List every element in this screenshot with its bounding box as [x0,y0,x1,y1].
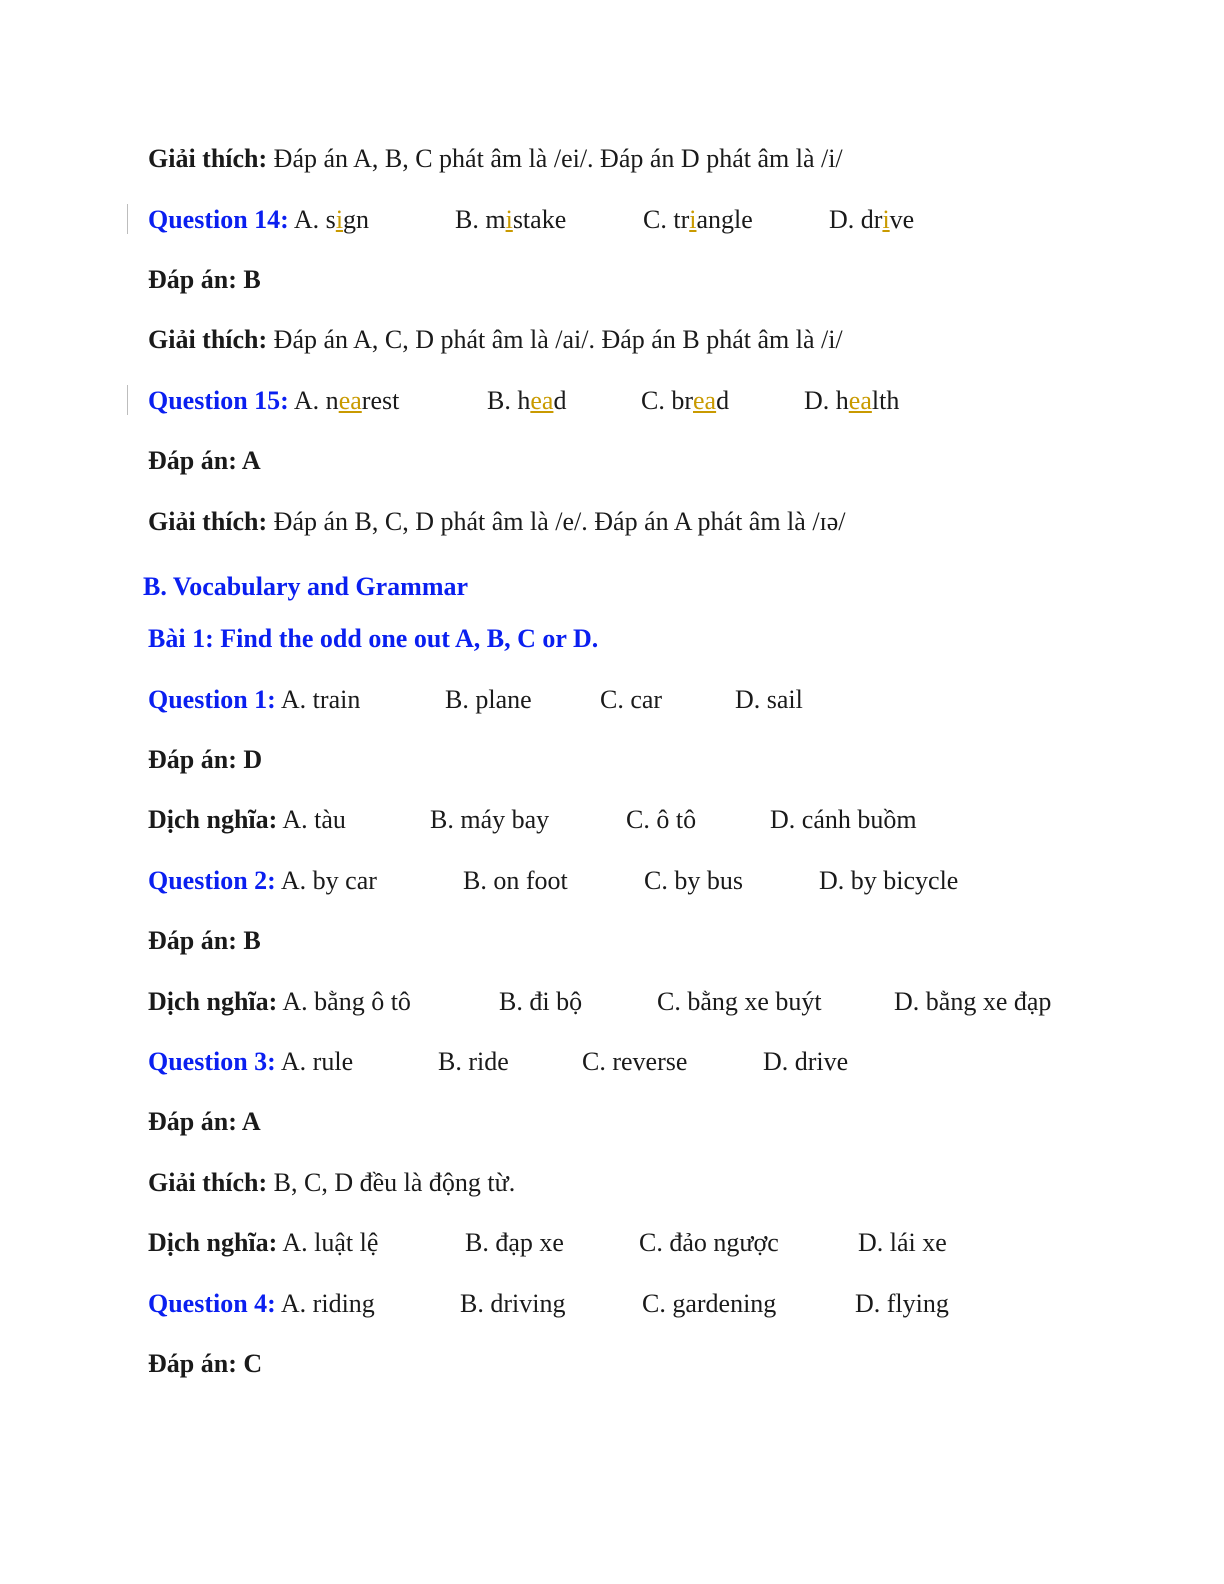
translation-line [148,1223,1048,1263]
option-d: D. bằng xe đạp [894,987,1052,1016]
translation-label: Dịch nghĩa: [148,987,278,1016]
option-c: C. reverse [582,1047,688,1076]
explanation-line [148,1163,515,1203]
answer-line: Đáp án: D [148,745,263,774]
translation-line [148,800,1048,840]
option-c: C. đảo ngược [639,1228,779,1257]
option-d: D. flying [855,1289,949,1318]
question-label: Question 4: [148,1289,276,1318]
option-a: A. train [275,685,361,714]
translation-label: Dịch nghĩa: [148,1228,278,1257]
answer-line: Đáp án: A [148,446,261,475]
explanation-text: B, C, D đều là động từ. [267,1168,516,1197]
option-a: A. sign [288,205,370,234]
question-2 [148,861,1048,901]
explanation-text: Đáp án A, B, C phát âm là /ei/. Đáp án D phát âm là /i/ [267,144,843,173]
option-d: D. lái xe [858,1228,947,1257]
option-d: D. by bicycle [819,866,959,895]
option-c: C. bằng xe buýt [657,987,822,1016]
option-c: C. bread [641,386,730,415]
question-label: Question 15: [148,386,289,415]
question-1 [148,680,1048,720]
option-a: A. luật lệ [277,1228,379,1257]
question-4 [148,1284,1048,1324]
option-b: B. đi bộ [499,987,583,1016]
answer-line: Đáp án: B [148,265,261,294]
option-d: D. drive [763,1047,849,1076]
option-b: B. driving [460,1289,566,1318]
explanation-label: Giải thích: [148,507,268,536]
question-label: Question 3: [148,1047,276,1076]
option-a: A. bằng ô tô [277,987,411,1016]
option-a: A. rule [275,1047,354,1076]
change-bar [127,204,128,234]
question-label: Question 1: [148,685,276,714]
explanation-text: Đáp án A, C, D phát âm là /ai/. Đáp án B phát âm là /i/ [267,325,843,354]
option-b: B. on foot [463,866,568,895]
change-bar [127,385,128,415]
option-b: B. ride [438,1047,509,1076]
answer-line: Đáp án: A [148,1107,261,1136]
option-d: D. sail [735,685,803,714]
option-b: B. đạp xe [465,1228,564,1257]
option-c: C. car [600,685,663,714]
question-3 [148,1042,1048,1082]
translation-line [148,982,1088,1022]
option-c: C. ô tô [626,805,697,834]
answer-line: Đáp án: C [148,1349,263,1378]
option-c: C. by bus [644,866,743,895]
explanation-label: Giải thích: [148,1168,268,1197]
question-14 [148,200,1048,240]
explanation-line [148,320,843,360]
option-b: B. mistake [455,205,567,234]
explanation-label: Giải thích: [148,144,268,173]
option-a: A. nearest [288,386,400,415]
option-a: A. tàu [277,805,346,834]
explanation-line [148,502,846,542]
question-label: Question 14: [148,205,289,234]
option-b: B. plane [445,685,532,714]
option-c: C. triangle [643,205,753,234]
option-c: C. gardening [642,1289,777,1318]
option-a: A. riding [275,1289,375,1318]
exercise-heading: Bài 1: Find the odd one out A, B, C or D. [148,624,599,653]
option-d: D. cánh buồm [770,805,917,834]
section-heading: B. Vocabulary and Grammar [143,572,469,601]
answer-line: Đáp án: B [148,926,261,955]
option-d: D. health [804,386,900,415]
option-b: B. head [487,386,567,415]
explanation-label: Giải thích: [148,325,268,354]
option-d: D. drive [829,205,915,234]
question-label: Question 2: [148,866,276,895]
explanation-text: Đáp án B, C, D phát âm là /e/. Đáp án A phát âm là /ɪə/ [267,507,846,536]
option-b: B. máy bay [430,805,550,834]
translation-label: Dịch nghĩa: [148,805,278,834]
explanation-line [148,139,843,179]
option-a: A. by car [275,866,377,895]
question-15 [148,381,1048,421]
